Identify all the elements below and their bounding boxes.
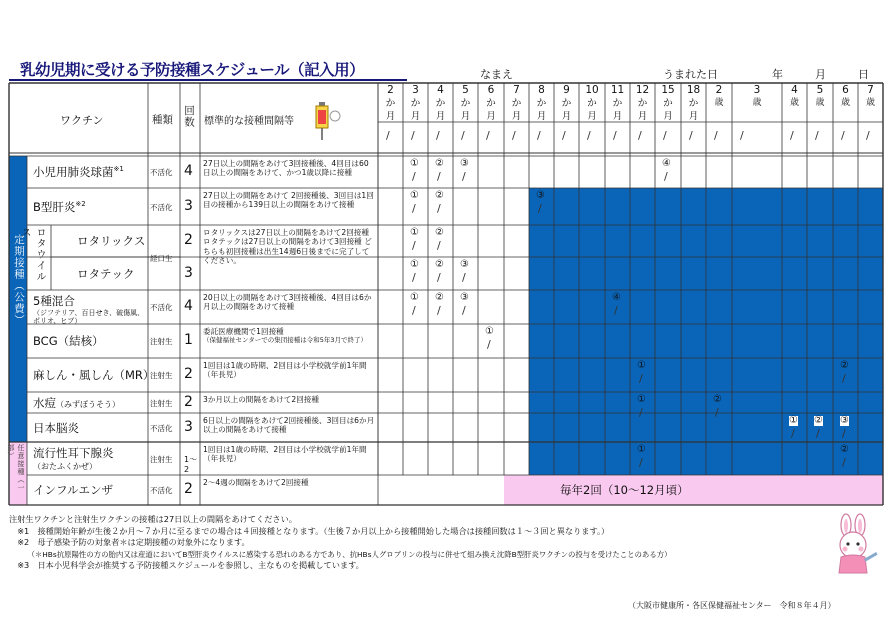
dose-date-slash: / [842,456,846,469]
dose-mark: ① [789,415,798,426]
period-unit: 歳 [865,98,875,108]
vaccine-type-1: 不活化 [150,202,173,212]
vaccine-name-text: 流行性耳下腺炎 [33,446,114,460]
period-number: 3 [753,84,761,96]
year-label: 年 [772,68,783,81]
vaccine-name-9 [33,445,146,472]
vaccine-sub-text: （みずぼうそう） [56,399,120,409]
vaccine-col-header: ワクチン [60,114,104,127]
dose-mark: ① [637,360,646,371]
vaccine-interval-1: 27日以上の間隔をあけて 2回接種後、3回目は1回目の接種から139日以上の間隔をあけて接種 [203,191,374,210]
dose-date-slash: / [715,406,719,419]
period-number: 4 [437,84,444,96]
period-header-9 [605,84,630,123]
period-unit: 歳 [815,98,825,108]
period-header-16 [807,84,833,110]
dose-mark: ④ [662,158,671,169]
period-number: 5 [462,84,469,96]
vaccine-name-6 [33,367,155,383]
dose-mark: ② [435,227,444,238]
vaccine-interval-0: 27日以上の間隔をあけて3回接種後、4回目は60日以上の間隔をあけて、かつ1歳以降に接種 [203,159,369,178]
dose-mark: ② [435,158,444,169]
vaccine-name-text: ロタテック [77,266,135,281]
vaccine-name-text: 5種混合 [33,294,75,308]
period-header-1 [403,84,428,123]
dose-date-slash: / [437,304,441,317]
name-label: なまえ [480,68,513,81]
dose-mark: ③ [460,292,469,303]
dose-date-slash: / [462,304,466,317]
vaccine-sub-text: （ジフテリア、百日せき、破傷風、ポリオ、ヒブ） [33,309,145,325]
period-number: 12 [635,84,650,96]
period-number: 5 [816,84,824,96]
dose-mark: ② [435,259,444,270]
vaccine-count-0: 4 [184,163,193,179]
date-slash: / [740,129,744,142]
dose-date-slash: / [462,271,466,284]
vaccine-name-text: 日本脳炎 [33,420,79,435]
period-number: 7 [867,84,874,96]
dose-date-slash: / [842,372,846,385]
period-unit-char: 月 [637,111,648,122]
period-unit-char: 月 [435,111,446,122]
dose-date-slash: / [437,271,441,284]
period-unit-char: か [587,98,597,109]
date-slash: / [638,129,642,142]
dose-mark: ① [410,259,419,270]
vaccine-name-text: インフルエンザ [33,483,114,497]
date-slash: / [587,129,591,142]
period-unit-char: か [460,98,471,109]
date-slash: / [562,129,566,142]
birth-label: うまれた日 [663,68,718,81]
period-unit-char: か [561,98,572,109]
date-slash: / [815,129,819,142]
dose-date-slash: / [614,304,618,317]
period-header-5 [504,84,529,123]
date-slash: / [461,129,465,142]
date-slash: / [689,129,693,142]
dose-date-slash: / [412,170,416,183]
nini-group-label: 任意接種（一部） [7,444,25,492]
vaccine-name-text: B型肝炎 [33,199,76,214]
dose-mark: ② [840,444,849,455]
dose-mark: ① [410,190,419,201]
period-unit-char: か [688,98,699,109]
vaccine-type-2: 経口生 [150,253,173,263]
date-slash: / [613,129,617,142]
period-unit-char: 月 [460,111,471,122]
month-label: 月 [815,68,826,81]
period-unit-char: か [486,98,496,109]
vaccine-sub-text: （おたふくかぜ） [33,462,97,471]
notes-block [9,514,672,572]
period-unit-char: 月 [536,111,547,122]
note-line: ※2 母子感染予防の対象者＊は定期接種の対象外になります。 [9,537,250,548]
dose-date-slash: / [842,427,846,440]
date-slash: / [790,129,794,142]
period-unit-char: 月 [612,111,623,122]
vaccine-type-0: 不活化 [150,168,173,177]
period-number: 18 [686,84,701,96]
dose-date-slash: / [437,170,441,183]
period-unit-char: 月 [587,111,597,122]
vaccine-count-5: 1 [184,332,193,348]
vaccine-type-4: 不活化 [150,303,173,312]
vaccine-name-text: 小児用肺炎球菌 [33,165,114,179]
dose-date-slash: / [639,456,643,469]
period-unit-char: 月 [486,111,496,122]
vaccine-count-2: 2 [184,232,193,248]
period-header-7 [554,84,579,123]
vaccine-interval-7: 3か月以上の間隔をあけて2回接種 [203,395,319,404]
vaccine-type-10: 不活化 [150,486,173,495]
date-slash: / [436,129,440,142]
dose-date-slash: / [487,338,491,351]
date-slash: / [866,129,870,142]
dose-mark: ② [713,394,722,405]
period-header-14 [732,84,782,110]
date-slash: / [512,129,516,142]
period-unit-char: 月 [410,111,421,122]
dose-mark: ① [637,444,646,455]
date-slash: / [537,129,541,142]
dose-date-slash: / [437,239,441,252]
vaccine-type-7: 注射生 [150,398,173,408]
vaccine-type-8: 不活化 [150,423,173,433]
dose-mark: ① [485,326,494,337]
vaccine-interval-2: ロタリックスは27日以上の間隔をあけて2回接種 ロタテックは27日以上の間隔をあけて3回接種 どちらも初回接種は出生14週6日後までに完了してください。 [203,228,372,265]
period-header-12 [681,84,706,123]
period-unit-char: 月 [385,111,396,122]
page-title: 乳幼児期に受ける予防接種スケジュール（記入用） [20,61,365,79]
period-unit-char: 月 [688,111,699,122]
vaccine-name-1 [33,199,146,215]
dose-mark: ④ [612,292,621,303]
dose-mark: ③ [536,190,545,201]
vaccine-interval-5: 委託医療機関で1回接種 （保健福祉センターでの集団接種は令和5年3月で終了） [203,327,375,357]
period-unit: 歳 [752,98,762,108]
dose-date-slash: / [664,170,668,183]
vaccine-count-6: 2 [184,366,193,382]
period-unit-char: 月 [511,111,522,122]
dose-mark: ② [840,360,849,371]
dose-date-slash: / [791,427,795,440]
rabbit-mascot-icon [822,513,882,577]
vaccine-count-9: 1〜2 [184,454,198,474]
period-unit-char: か [511,98,522,109]
type-col-header: 種類 [152,114,173,126]
period-header-17 [833,84,858,110]
dose-date-slash: / [412,304,416,317]
vaccine-name-2 [77,233,146,249]
note-line: （＊HBs抗原陽性の方の胎内又は産道においてB型肝炎ウイルスに感染する恐れのある方であり、抗HBs人グロブリンの投与に併せて組み換え沈降B型肝炎ワクチンの投与を受けたことのある方） [9,549,672,559]
period-unit-char: か [663,98,673,109]
vaccine-interval-note: （保健福祉センターでの集団接種は令和5年3月で終了） [203,336,368,345]
dose-mark: ① [637,394,646,405]
period-number: 2 [715,84,723,96]
note-line: ※3 日本小児科学会が推奨する予防接種スケジュールを参照し、主なものを掲載しています。 [9,560,364,571]
period-unit-char: か [612,98,623,109]
period-number: 10 [585,84,599,96]
dose-mark: ② [814,415,823,426]
vaccine-interval-10: 2〜4週の間隔をあけて2回接種 [203,478,309,487]
dose-mark: ③ [460,259,469,270]
period-unit-char: か [385,98,396,109]
vaccine-count-8: 3 [184,418,193,435]
period-unit-char: 月 [663,111,673,122]
date-slash: / [714,129,718,142]
vaccine-name-text: 水痘 [33,395,56,410]
period-unit: 歳 [789,98,799,108]
vaccine-count-3: 3 [184,264,193,281]
teiki-group-label: 定期接種（公費） [13,234,25,326]
period-header-0 [378,84,403,123]
period-header-8 [579,84,605,123]
period-number: 3 [412,84,419,96]
interval-col-header: 標準的な接種間隔等 [204,116,294,127]
dose-date-slash: / [412,271,416,284]
period-number: 7 [513,84,520,96]
vaccine-type-9: 注射生 [150,454,173,464]
vaccine-name-10 [33,482,146,498]
vaccine-type-6: 注射生 [150,371,173,380]
period-header-6 [529,84,554,123]
period-number: 9 [563,84,570,96]
dose-date-slash: / [412,239,416,252]
date-slash: / [386,129,390,142]
vaccine-count-1: 3 [184,197,193,214]
dose-date-slash: / [538,202,542,215]
vaccine-footnote-mark: ※2 [75,199,86,208]
dose-date-slash: / [816,427,820,440]
period-header-11 [655,84,681,123]
period-unit-char: か [410,98,421,109]
vaccine-count-4: 4 [184,298,193,314]
rota-group-label: ロタウイルス [19,227,45,282]
vaccine-name-5 [33,333,146,349]
dose-date-slash: / [639,372,643,385]
dose-date-slash: / [412,202,416,215]
period-unit-char: 月 [561,111,572,122]
period-unit: 歳 [840,98,850,108]
vaccine-interval-8: 6日以上の間隔をあけて2回接種後、3回目は6か月以上の間隔をあけて接種 [203,416,375,435]
date-slash: / [486,129,490,142]
dose-mark: ① [410,227,419,238]
vaccine-footnote-mark: ※1 [113,165,124,174]
dose-mark: ③ [460,158,469,169]
period-unit-char: か [536,98,547,109]
period-unit: 歳 [714,98,724,108]
vaccine-name-text: ロタリックス [77,234,146,248]
vaccine-name-8 [33,420,146,436]
vaccine-name-0 [33,164,146,180]
period-number: 8 [538,84,545,96]
period-number: 15 [661,84,675,96]
period-header-18 [858,84,883,110]
vaccine-interval-9: 1回目は1歳の時期、2回目は小学校就学前1年間（年長児） [203,445,367,464]
vaccine-count-10: 2 [184,481,193,497]
dose-date-slash: / [437,202,441,215]
period-header-3 [453,84,478,123]
syringe-icon [308,100,344,150]
period-number: 11 [610,84,625,96]
dose-date-slash: / [462,170,466,183]
date-slash: / [663,129,667,142]
period-unit-char: か [637,98,648,109]
period-header-2 [428,84,453,123]
period-number: 4 [791,84,798,96]
period-header-15 [782,84,807,110]
date-slash: / [411,129,415,142]
vaccine-name-3 [77,266,146,282]
period-number: 6 [842,84,849,96]
vaccine-name-4 [33,293,146,325]
vaccine-name-7 [33,395,146,411]
influenza-season-note: 毎年2回（10〜12月頃） [560,483,689,497]
vaccine-type-5: 注射生 [150,337,173,346]
dose-mark: ② [435,190,444,201]
dose-mark: ③ [840,415,849,426]
footer-text: （大阪市健康所・各区保健福祉センター 令和８年４月） [628,601,836,610]
period-header-13 [706,84,732,110]
vaccine-name-text: 麻しん・風しん（MR） [33,368,155,382]
period-number: 6 [487,84,495,96]
dose-mark: ① [410,158,419,169]
count-col-header: 回数 [183,105,195,128]
period-header-4 [478,84,504,123]
day-label: 日 [858,68,869,81]
dose-mark: ① [410,292,419,303]
vaccine-interval-4: 20日以上の間隔をあけて3回接種後、4回目は6か月以上の間隔をあけて接種 [203,293,372,312]
vaccine-count-7: 2 [184,393,193,410]
period-number: 2 [387,84,394,96]
dose-mark: ② [435,292,444,303]
note-line: ※1 接種開始年齢が生後２か月〜７か月に至るまでの場合は４回接種となります。（生後７か月以上から接種開始した場合は接種回数は１〜３回と異なります。） [9,525,610,536]
vaccine-interval-6: 1回目は1歳の時期、2回目は小学校就学前1年間（年長児） [203,361,367,380]
date-slash: / [841,129,845,142]
period-header-10 [630,84,655,123]
dose-date-slash: / [639,406,643,419]
vaccine-name-text: BCG（結核） [33,334,104,348]
period-unit-char: か [435,98,446,109]
note-line: 注射生ワクチンと注射生ワクチンの接種は27日以上の間隔をあけてください。 [9,514,297,524]
